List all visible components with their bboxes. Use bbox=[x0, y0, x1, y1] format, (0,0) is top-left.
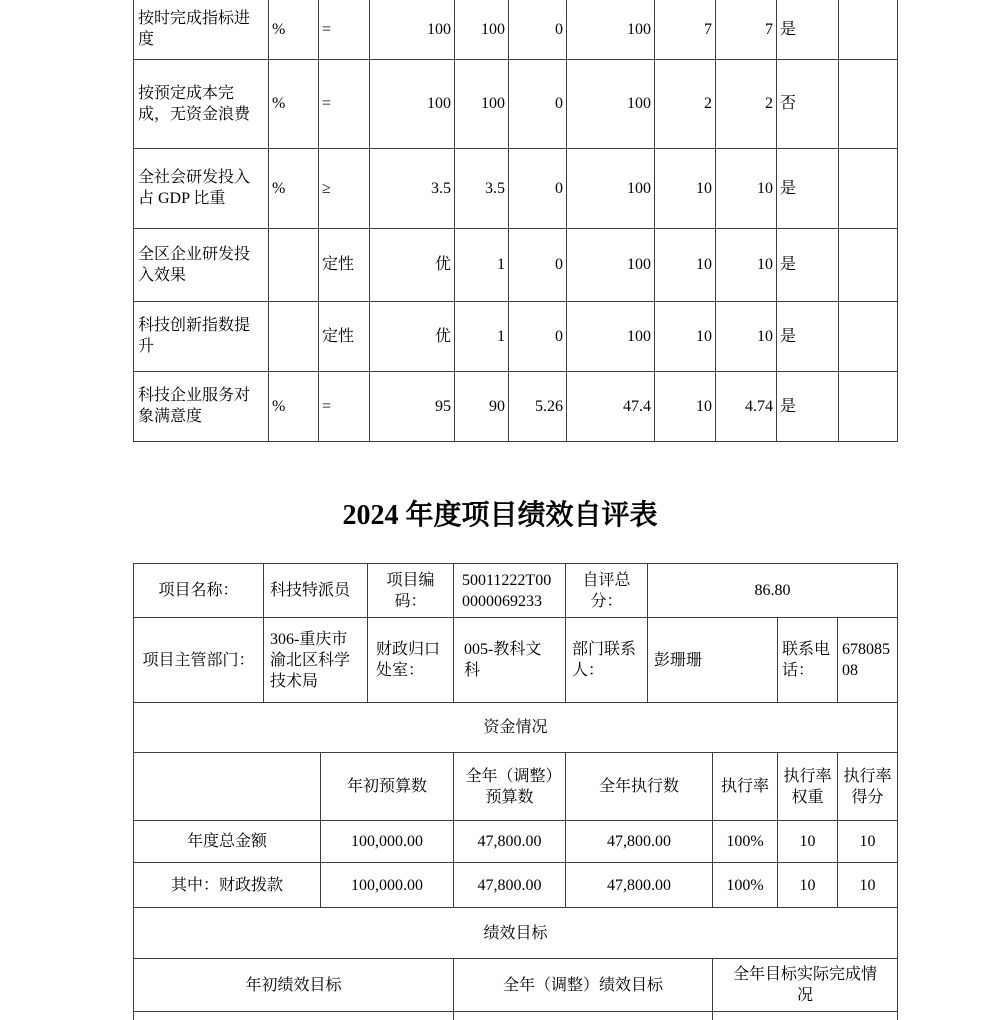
operator-cell: = bbox=[319, 0, 370, 59]
target-cell: 优 bbox=[370, 301, 455, 371]
unit-cell bbox=[269, 228, 319, 301]
note-cell bbox=[839, 301, 898, 371]
actual-cell: 100 bbox=[455, 59, 509, 148]
table-row bbox=[134, 564, 898, 618]
goal-initial-cell bbox=[134, 1012, 454, 1020]
weight-cell: 10 bbox=[655, 301, 716, 371]
indicator-name-cell: 按时完成指标进度 bbox=[134, 0, 269, 59]
funds-row-label: 其中：财政拨款 bbox=[134, 863, 321, 908]
score-cell: 10 bbox=[716, 228, 777, 301]
rate-value: 100% bbox=[713, 863, 778, 908]
deviation-cell: 5.26 bbox=[509, 371, 567, 441]
funds-row-label: 年度总金额 bbox=[134, 821, 321, 863]
unit-cell bbox=[269, 301, 319, 371]
budget-initial-value: 100,000.00 bbox=[321, 863, 454, 908]
table-row bbox=[134, 959, 898, 1012]
score-cell: 10 bbox=[716, 148, 777, 228]
goal-actual-cell bbox=[713, 1012, 898, 1020]
project-name-label: 项目名称： bbox=[134, 564, 264, 618]
rate-header: 执行率 bbox=[713, 753, 778, 821]
unit-cell: % bbox=[269, 371, 319, 441]
project-code-label: 项目编码： bbox=[368, 564, 454, 618]
unit-cell: % bbox=[269, 148, 319, 228]
deviation-cell: 0 bbox=[509, 0, 567, 59]
actual-cell: 90 bbox=[455, 371, 509, 441]
self-score-label: 自评总分： bbox=[566, 564, 648, 618]
executed-value: 47,800.00 bbox=[566, 863, 713, 908]
indicator-name-cell: 科技企业服务对象满意度 bbox=[134, 371, 269, 441]
self-score-value: 86.80 bbox=[648, 564, 898, 618]
table-row bbox=[134, 148, 898, 228]
goal-adjusted-header: 全年（调整）绩效目标 bbox=[454, 959, 713, 1012]
actual-cell: 1 bbox=[455, 228, 509, 301]
table-row bbox=[134, 59, 898, 148]
achieved-cell: 是 bbox=[777, 301, 839, 371]
goal-adjusted-cell bbox=[454, 1012, 713, 1020]
weight-cell: 7 bbox=[655, 0, 716, 59]
weight-cell: 2 bbox=[655, 59, 716, 148]
executed-value: 47,800.00 bbox=[566, 821, 713, 863]
completion-cell: 100 bbox=[567, 228, 655, 301]
table-row bbox=[134, 821, 898, 863]
completion-cell: 47.4 bbox=[567, 371, 655, 441]
budget-adjusted-value: 47,800.00 bbox=[454, 821, 566, 863]
table-row bbox=[134, 618, 898, 703]
target-cell: 优 bbox=[370, 228, 455, 301]
deviation-cell: 0 bbox=[509, 301, 567, 371]
operator-cell: = bbox=[319, 59, 370, 148]
phone-value: 67808508 bbox=[838, 618, 898, 703]
target-cell: 95 bbox=[370, 371, 455, 441]
dept-value: 306-重庆市渝北区科学技术局 bbox=[264, 618, 368, 703]
actual-cell: 3.5 bbox=[455, 148, 509, 228]
phone-label: 联系电话： bbox=[778, 618, 838, 703]
note-cell bbox=[839, 0, 898, 59]
project-name-value: 科技特派员 bbox=[264, 564, 368, 618]
target-cell: 3.5 bbox=[370, 148, 455, 228]
weight-cell: 10 bbox=[655, 148, 716, 228]
budget-adjusted-value: 47,800.00 bbox=[454, 863, 566, 908]
table-row bbox=[134, 1012, 898, 1020]
table-row bbox=[134, 703, 898, 753]
finance-office-value: 005-教科文科 bbox=[454, 618, 566, 703]
rate-score-value: 10 bbox=[838, 821, 898, 863]
achieved-cell: 是 bbox=[777, 228, 839, 301]
score-cell: 2 bbox=[716, 59, 777, 148]
operator-cell: = bbox=[319, 371, 370, 441]
table-row bbox=[134, 0, 898, 59]
note-cell bbox=[839, 371, 898, 441]
actual-cell: 100 bbox=[455, 0, 509, 59]
note-cell bbox=[839, 148, 898, 228]
rate-weight-header: 执行率权重 bbox=[778, 753, 838, 821]
indicator-name-cell: 全社会研发投入占 GDP 比重 bbox=[134, 148, 269, 228]
deviation-cell: 0 bbox=[509, 148, 567, 228]
completion-cell: 100 bbox=[567, 59, 655, 148]
table-row bbox=[134, 371, 898, 441]
achieved-cell: 是 bbox=[777, 148, 839, 228]
budget-initial-value: 100,000.00 bbox=[321, 821, 454, 863]
completion-cell: 100 bbox=[567, 148, 655, 228]
weight-cell: 10 bbox=[655, 371, 716, 441]
target-cell: 100 bbox=[370, 0, 455, 59]
indicator-name-cell: 按预定成本完成，无资金浪费 bbox=[134, 59, 269, 148]
self-evaluation-table bbox=[133, 563, 898, 1020]
rate-weight-value: 10 bbox=[778, 821, 838, 863]
indicator-name-cell: 全区企业研发投入效果 bbox=[134, 228, 269, 301]
goal-actual-header: 全年目标实际完成情况 bbox=[713, 959, 898, 1012]
table-row bbox=[134, 753, 898, 821]
funds-section-header: 资金情况 bbox=[134, 703, 898, 753]
deviation-cell: 0 bbox=[509, 228, 567, 301]
achieved-cell: 否 bbox=[777, 59, 839, 148]
goals-section-header: 绩效目标 bbox=[134, 908, 898, 959]
deviation-cell: 0 bbox=[509, 59, 567, 148]
rate-score-value: 10 bbox=[838, 863, 898, 908]
funds-blank-cell bbox=[134, 753, 321, 821]
unit-cell: % bbox=[269, 59, 319, 148]
page-title: 2024 年度项目绩效自评表 bbox=[342, 500, 658, 531]
dept-label: 项目主管部门： bbox=[134, 618, 264, 703]
rate-value: 100% bbox=[713, 821, 778, 863]
goal-initial-header: 年初绩效目标 bbox=[134, 959, 454, 1012]
executed-header: 全年执行数 bbox=[566, 753, 713, 821]
target-cell: 100 bbox=[370, 59, 455, 148]
weight-cell: 10 bbox=[655, 228, 716, 301]
completion-cell: 100 bbox=[567, 0, 655, 59]
score-cell: 4.74 bbox=[716, 371, 777, 441]
table-row bbox=[134, 908, 898, 959]
table-row bbox=[134, 228, 898, 301]
score-cell: 7 bbox=[716, 0, 777, 59]
completion-cell: 100 bbox=[567, 301, 655, 371]
rate-score-header: 执行率得分 bbox=[838, 753, 898, 821]
operator-cell: ≥ bbox=[319, 148, 370, 228]
note-cell bbox=[839, 59, 898, 148]
actual-cell: 1 bbox=[455, 301, 509, 371]
table-row bbox=[134, 863, 898, 908]
budget-initial-header: 年初预算数 bbox=[321, 753, 454, 821]
operator-cell: 定性 bbox=[319, 301, 370, 371]
finance-office-label: 财政归口处室： bbox=[368, 618, 454, 703]
achieved-cell: 是 bbox=[777, 0, 839, 59]
budget-adjusted-header: 全年（调整）预算数 bbox=[454, 753, 566, 821]
unit-cell: % bbox=[269, 0, 319, 59]
contact-value: 彭珊珊 bbox=[648, 618, 778, 703]
operator-cell: 定性 bbox=[319, 228, 370, 301]
achieved-cell: 是 bbox=[777, 371, 839, 441]
score-cell: 10 bbox=[716, 301, 777, 371]
table-row bbox=[134, 301, 898, 371]
contact-label: 部门联系人： bbox=[566, 618, 648, 703]
project-code-value: 50011222T000000069233 bbox=[454, 564, 566, 618]
indicator-score-table bbox=[133, 0, 898, 442]
rate-weight-value: 10 bbox=[778, 863, 838, 908]
note-cell bbox=[839, 228, 898, 301]
indicator-name-cell: 科技创新指数提升 bbox=[134, 301, 269, 371]
